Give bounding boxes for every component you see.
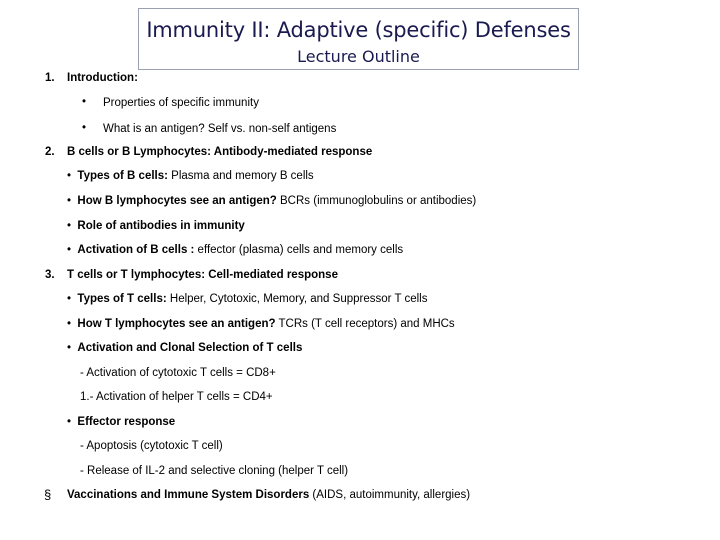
list-item: • Role of antibodies in immunity — [67, 220, 245, 232]
section-4-line: Vaccinations and Immune System Disorders (AIDS, autoimmunity, allergies) — [67, 489, 471, 501]
list-item: What is an antigen? Self vs. non-self antigens — [103, 123, 337, 135]
list-item: • Types of T cells: Helper, Cytotoxic, Memory, and Suppressor T cells — [67, 293, 428, 305]
bullet-icon: • — [67, 293, 72, 305]
page-title: Immunity II: Adaptive (specific) Defenses — [146, 18, 571, 42]
section-3-heading: T cells or T lymphocytes: Cell-mediated response — [67, 269, 338, 281]
list-item: • How B lymphocytes see an antigen? BCRs (immunoglobulins or antibodies) — [67, 195, 477, 207]
bullet-icon: • — [67, 342, 72, 354]
sub-item: - Activation of cytotoxic T cells = CD8+ — [80, 367, 276, 379]
bullet-icon: • — [67, 195, 72, 207]
bullet-icon: • — [67, 244, 72, 256]
sub-item: - Release of IL-2 and selective cloning (helper T cell) — [80, 465, 349, 477]
sub-item: 1.- Activation of helper T cells = CD4+ — [80, 391, 273, 403]
title-box — [138, 8, 579, 70]
section-2-heading: B cells or B Lymphocytes: Antibody-mediated response — [67, 146, 373, 158]
bullet-icon: • — [82, 96, 87, 108]
page-subtitle: Lecture Outline — [297, 47, 420, 66]
list-item: • Types of B cells: Plasma and memory B cells — [67, 170, 314, 182]
list-item: • Activation and Clonal Selection of T cells — [67, 342, 303, 354]
bullet-icon: • — [67, 170, 72, 182]
list-item: • How T lymphocytes see an antigen? TCRs (T cell receptors) and MHCs — [67, 318, 455, 330]
list-item: Properties of specific immunity — [103, 97, 259, 109]
section-1-heading: Introduction: — [67, 72, 138, 84]
bullet-icon: • — [67, 416, 72, 428]
section-marker-icon: § — [44, 487, 52, 502]
section-2-number: 2. — [45, 146, 55, 158]
bullet-icon: • — [67, 220, 72, 232]
bullet-icon: • — [82, 122, 87, 134]
list-item: • Effector response — [67, 416, 176, 428]
section-3-number: 3. — [45, 269, 55, 281]
bullet-icon: • — [67, 318, 72, 330]
section-1-number: 1. — [45, 72, 55, 84]
list-item: • Activation of B cells : effector (plasma) cells and memory cells — [67, 244, 404, 256]
sub-item: - Apoptosis (cytotoxic T cell) — [80, 440, 223, 452]
